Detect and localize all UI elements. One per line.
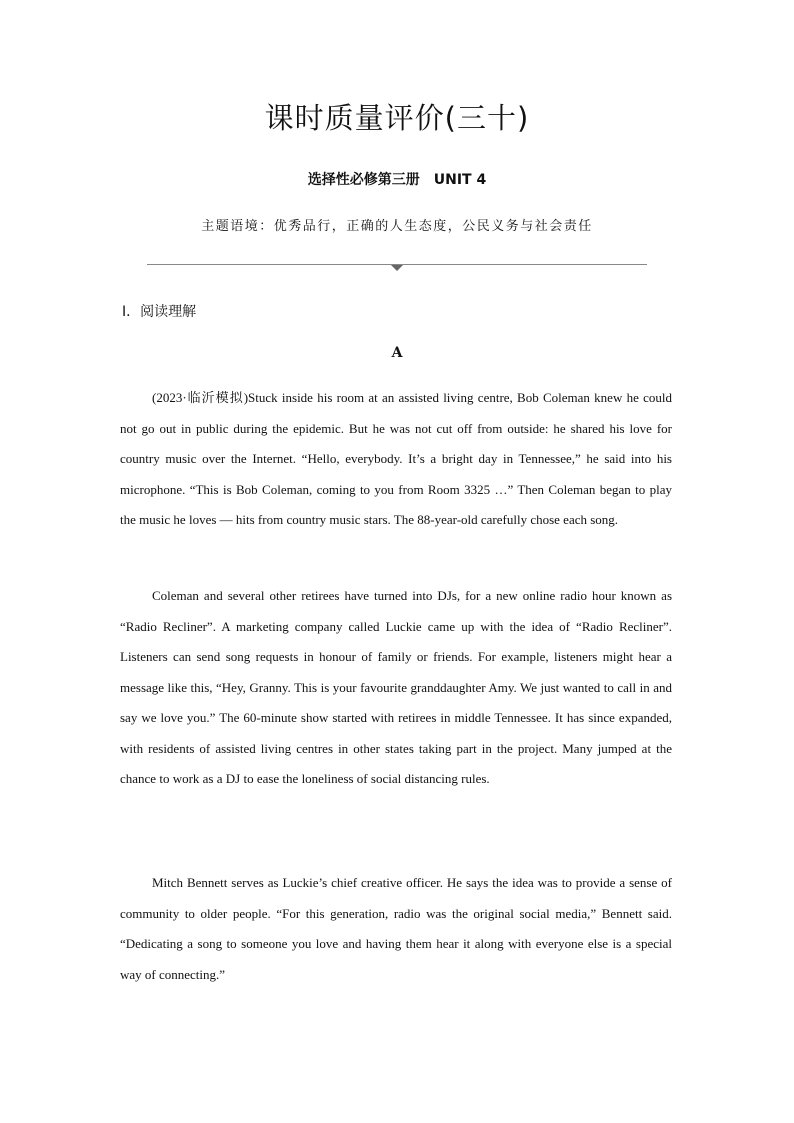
- paragraph-2: Coleman and several other retirees have turned into DJs, for a new online radio hour known as “Radio Recliner”. A marketing company called Luckie came up with the idea of “Radio Recliner”. Listeners can send song requests in honour of family or friends. For example, listeners might hear a message like this, “Hey, Granny. This is your favourite granddaughter Amy. We just wanted to call in and say we love you.” The 60-minute show started with retirees in middle Tennessee. It has since expanded, with residents of assisted living centres in other states taking part in the project. Many jumped at the chance to work as a DJ to ease the loneliness of social distancing rules.: [120, 588, 672, 786]
- divider-arrow-icon: [391, 265, 403, 271]
- section-heading: Ⅰ．阅读理解: [122, 304, 197, 320]
- page-title: 课时质量评价(三十): [264, 101, 530, 135]
- theme-line: 主题语境：优秀品行，正确的人生态度，公民义务与社会责任: [201, 219, 593, 234]
- page-subtitle: 选择性必修第三册 UNIT 4: [307, 172, 487, 188]
- paragraph-1: (2023·临沂模拟)Stuck inside his room at an assisted living centre, Bob Coleman knew he could not go out in public during the epidemic. But he was not cut off from outside: he shared his love for country music over the Internet. “Hello, everybody. It’s a bright day in Tennessee,” he said into his microphone. “This is Bob Coleman, coming to you from Room 3325 …” Then Coleman began to play the music he loves — hits from country music stars. The 88-year-old carefully chose each song.: [120, 390, 672, 527]
- passage-label: A: [391, 345, 403, 361]
- paragraph-3: Mitch Bennett serves as Luckie’s chief creative officer. He says the idea was to provide a sense of community to older people. “For this generation, radio was the original social media,” Bennett said. “Dedicating a song to someone you love and having them hear it along with everyone else is a special way of connecting.”: [120, 875, 672, 982]
